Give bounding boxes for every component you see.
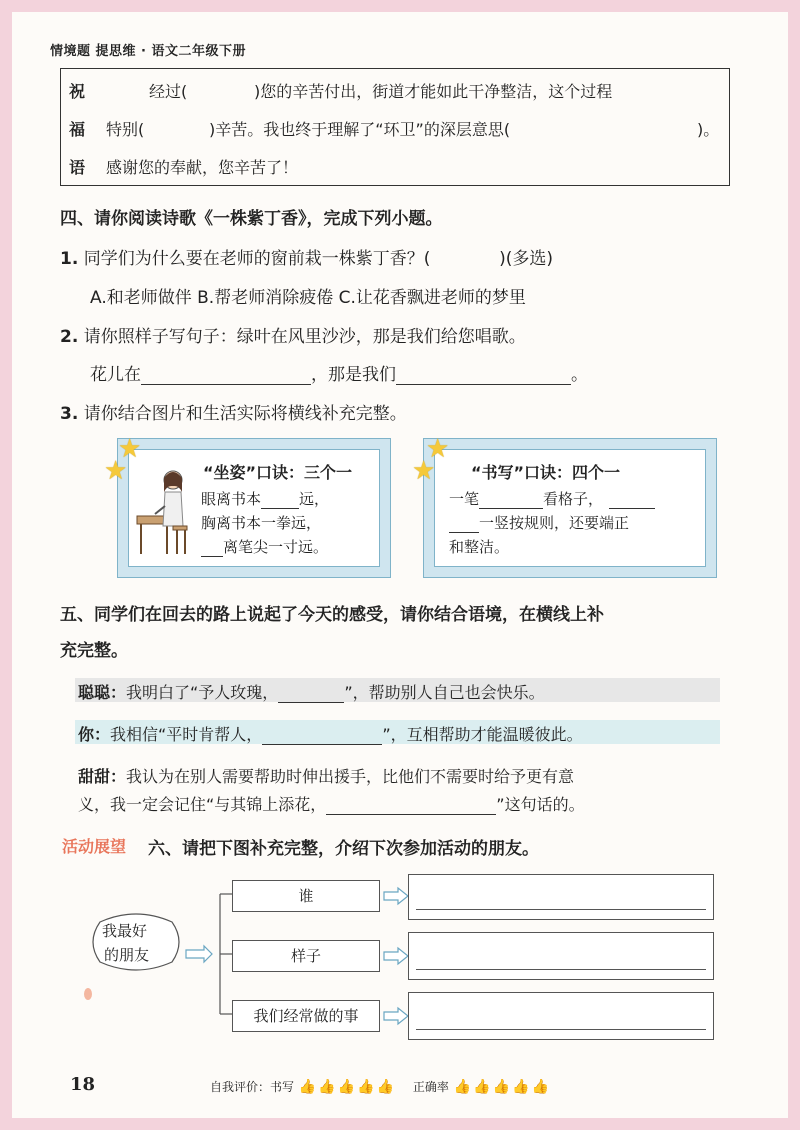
blessing-line3: 感谢您的奉献，您辛苦了！ [106,158,299,177]
answer-box-appearance[interactable] [408,932,714,980]
posture-l2: 胸离书本一拳远， [201,514,322,532]
posture-card [117,434,391,578]
section5-title-b: 充完整。 [60,641,128,661]
writing-l2 [449,512,629,533]
posture-blank-2[interactable] [201,538,223,557]
thumb-icon[interactable]: 👍 [376,1079,395,1095]
blessing-line1-b: )您的辛苦付出，街道才能如此干净整洁，这个过程 [254,82,613,101]
s5-line3 [78,764,574,787]
answer-line [416,1029,706,1030]
item-box-activities [232,1000,380,1032]
s5-line1-b: ”，帮助别人自己也会快乐。 [344,683,545,702]
blessing-label-2: 福 [69,120,86,139]
q2-fill-c: 。 [571,365,588,385]
q2-fill-a: 花儿在 [90,365,141,385]
s5-line3-cont [78,792,585,815]
s5-line1 [78,680,545,703]
item-label-activities: 我们经常做的事 [253,1007,359,1025]
posture-blank-1[interactable] [261,490,299,509]
star-icon: ★ [412,456,436,486]
q1-text: 同学们为什么要在老师的窗前栽一株紫丁香？( [83,249,431,269]
s5-blank-2[interactable] [262,725,382,745]
posture-title: “坐姿”口诀：三个一 [203,463,353,482]
girl-writing-icon [135,466,195,556]
s5-line2 [78,722,583,745]
item-box-appearance [232,940,380,972]
blessing-line2-a: 特别( [106,120,145,139]
thumb-icon[interactable]: 👍 [318,1079,336,1095]
page-header: 情境题 提思维 · 语文二年级下册 [50,44,247,59]
s5-line3-b: 义，我一定会记住“与其锦上添花， [78,795,327,814]
q3-number: 3. [60,404,79,424]
writing-l1-a: 一笔 [449,490,480,508]
writing-l1 [449,488,655,509]
s5-line1-a: 我明白了“予人玫瑰， [126,683,279,702]
writing-blank-3[interactable] [449,514,479,533]
q2-fill [90,360,588,385]
blessing-line1-a: 经过( [149,82,188,101]
item-box-who [232,880,380,912]
q1-close: )(多选) [499,249,554,269]
s5-blank-3[interactable] [326,795,496,815]
accuracy-label: 正确率 [412,1080,449,1094]
decor-dot [84,988,92,1000]
answer-box-who[interactable] [408,874,714,920]
blessing-label-3: 语 [69,158,86,177]
writing-l1-b: 看格子， [543,490,604,508]
posture-l1-a: 眼离书本 [201,490,262,508]
writing-card-inner [434,449,706,567]
q2-number: 2. [60,327,79,347]
posture-l3 [201,536,328,557]
writing-l3: 和整洁。 [449,538,510,556]
thumb-icon[interactable]: 👍 [337,1079,356,1095]
posture-l1-b: 远， [299,490,330,508]
q1-line [60,244,553,269]
posture-l3-text: 离笔尖一寸远。 [223,538,329,556]
writing-blank-2[interactable] [609,490,655,509]
s5-line3-c: ”这句话的。 [496,795,585,814]
thumb-icon[interactable]: 👍 [512,1079,530,1095]
blessing-line2-b: )辛苦。我也终于理解了“环卫”的深层意思( [209,120,511,139]
star-icon: ★ [426,434,450,464]
thumb-icon[interactable]: 👍 [357,1079,375,1095]
writing-label: 书写 [270,1080,295,1094]
bubble-line-2: 的朋友 [104,946,150,964]
answer-box-activities[interactable] [408,992,714,1040]
blessing-box [60,68,730,186]
s5-name-2: 你： [78,725,111,744]
star-icon: ★ [104,456,128,486]
thumb-icon[interactable]: 👍 [298,1079,317,1095]
self-eval-row [210,1078,550,1095]
writing-blank-1[interactable] [479,490,543,509]
self-eval-label: 自我评价： [210,1080,271,1094]
q1-options: A.和老师做伴 B.帮老师消除疲倦 C.让花香飘进老师的梦里 [90,288,526,308]
s5-line2-b: ”，互相帮助才能温暖彼此。 [382,725,583,744]
answer-line [416,969,706,970]
q1-number: 1. [60,249,79,269]
writing-title: “书写”口诀：四个一 [471,463,621,482]
blessing-line2-c: )。 [697,120,720,139]
writing-card [423,434,717,578]
posture-card-inner [128,449,380,567]
section6-title: 六、请把下图补充完整，介绍下次参加活动的朋友。 [148,839,539,859]
section4-title: 四、请你阅读诗歌《一株紫丁香》，完成下列小题。 [60,209,443,229]
writing-l2-text: 一竖按规则，还要端正 [479,514,630,532]
blessing-label-1: 祝 [69,82,86,101]
s5-line3-a: 我认为在别人需要帮助时伸出援手，比他们不需要时给予更有意 [126,767,575,786]
page-number: 18 [70,1074,96,1095]
thumb-icon[interactable]: 👍 [453,1079,472,1095]
posture-l1 [201,488,329,509]
activity-tag: 活动展望 [62,837,127,856]
s5-line2-a: 我相信“平时肯帮人， [110,725,263,744]
item-label-who: 谁 [298,887,314,905]
q3-text: 请你结合图片和生活实际将横线补充完整。 [83,404,407,424]
s5-blank-1[interactable] [278,683,344,703]
q2-text: 请你照样子写句子：绿叶在风里沙沙，那是我们给您唱歌。 [83,327,526,347]
q3-line [60,399,407,424]
s5-name-3: 甜甜： [78,767,127,786]
thumb-icon[interactable]: 👍 [531,1079,549,1095]
q2-blank-1[interactable] [141,364,311,385]
section5-title-a: 五、同学们在回去的路上说起了今天的感受，请你结合语境，在横线上补 [60,605,604,625]
s5-name-1: 聪聪： [78,683,127,702]
item-label-appearance: 样子 [290,947,321,965]
q2-blank-2[interactable] [396,364,571,385]
thumb-icon[interactable]: 👍 [492,1079,511,1095]
star-icon: ★ [118,434,142,464]
answer-line [416,909,706,910]
q2-fill-b: ，那是我们 [311,365,396,385]
bubble-line-1: 我最好 [102,922,148,940]
thumb-icon[interactable]: 👍 [473,1079,491,1095]
q2-line [60,322,526,347]
